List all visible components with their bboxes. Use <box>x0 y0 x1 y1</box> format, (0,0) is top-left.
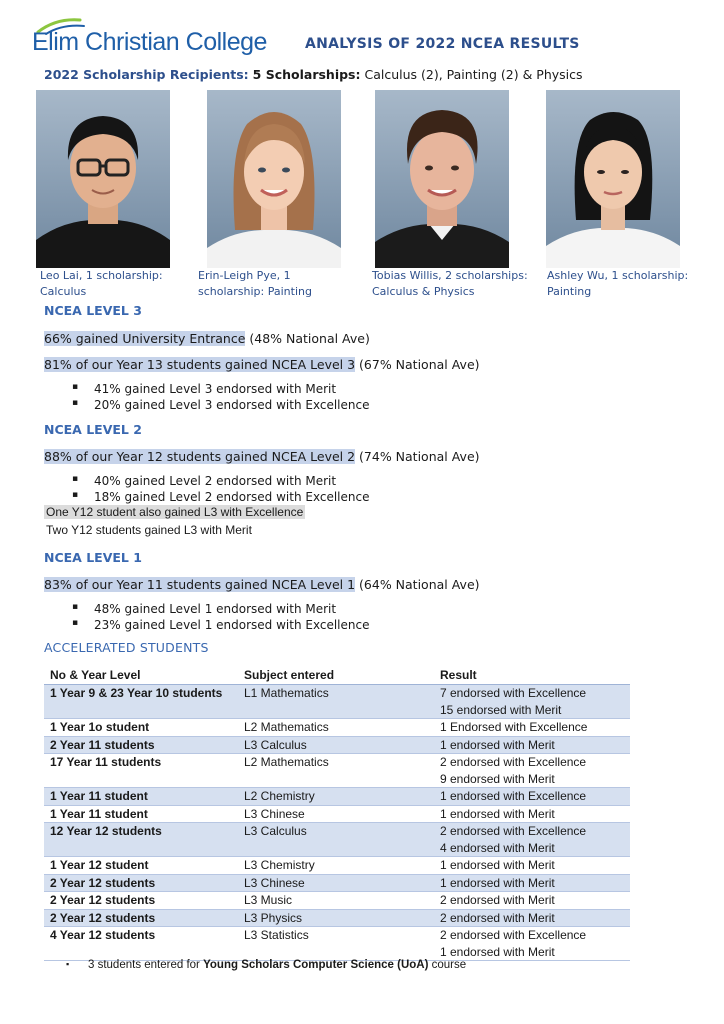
caption-line: Tobias Willis, 2 scholarships: <box>372 269 528 282</box>
level1-main-highlight: 83% of our Year 11 students gained NCEA Level 1 <box>44 577 356 592</box>
level3-ue-line <box>44 331 370 346</box>
result-line: 1 endorsed with Merit <box>440 858 555 872</box>
caption-line: Ashley Wu, 1 scholarship: <box>547 269 689 282</box>
caption-line: Erin-Leigh Pye, 1 <box>198 269 291 282</box>
footer-course: Young Scholars Computer Science (UoA) <box>203 959 429 971</box>
photo-tobias-willis <box>375 90 509 268</box>
row-level: 2 Year 11 students <box>44 736 238 754</box>
row-result <box>434 874 630 892</box>
row-subject: L2 Mathematics <box>238 719 434 737</box>
photo-ashley-wu <box>546 90 680 268</box>
table-row <box>44 805 630 823</box>
level2-note-merit: Two Y12 students gained L3 with Merit <box>46 523 252 537</box>
table-row <box>44 719 630 737</box>
table-row <box>44 736 630 754</box>
result-line: 7 endorsed with Excellence <box>440 686 587 700</box>
row-result <box>434 685 630 719</box>
caption-line: Painting <box>547 285 592 298</box>
caption-line: Calculus & Physics <box>372 285 475 298</box>
level2-main-line <box>44 449 480 464</box>
level3-ue-national: (48% National Ave) <box>245 331 370 346</box>
result-line: 9 endorsed with Merit <box>440 771 555 786</box>
row-subject: L3 Music <box>238 892 434 910</box>
row-subject: L3 Chinese <box>238 874 434 892</box>
row-level: 1 Year 9 & 23 Year 10 students <box>44 685 238 719</box>
level2-note-excellence: One Y12 student also gained L3 with Excellence <box>46 505 304 519</box>
level2-main-highlight: 88% of our Year 12 students gained NCEA Level 2 <box>44 449 356 464</box>
row-level: 2 Year 12 students <box>44 892 238 910</box>
level3-bullet-excellence: ▪ 20% gained Level 3 endorsed with Excellence <box>94 398 369 412</box>
level2-heading: NCEA LEVEL 2 <box>44 422 142 437</box>
level1-main-national: (64% National Ave) <box>355 577 480 592</box>
table-row <box>44 754 630 788</box>
caption-erin-leigh-pye <box>198 268 312 300</box>
caption-line: Calculus <box>40 285 87 298</box>
scholarship-subjects: Calculus (2), Painting (2) & Physics <box>360 67 583 82</box>
level3-bullet-merit: ▪ 41% gained Level 3 endorsed with Merit <box>94 382 336 396</box>
level2-bullet-excellence: ▪ 18% gained Level 2 endorsed with Excellence <box>94 490 369 504</box>
scholarship-summary <box>44 67 583 82</box>
scholarship-lead: 2022 Scholarship Recipients: <box>44 67 249 82</box>
level1-bullet-merit: ▪ 48% gained Level 1 endorsed with Merit <box>94 602 336 616</box>
row-subject: L3 Statistics <box>238 927 434 961</box>
row-level: 2 Year 12 students <box>44 874 238 892</box>
accelerated-heading: ACCELERATED STUDENTS <box>44 640 209 655</box>
photo-erin-leigh-pye <box>207 90 341 268</box>
row-result <box>434 823 630 857</box>
row-subject: L3 Chinese <box>238 805 434 823</box>
caption-line: Leo Lai, 1 scholarship: <box>40 269 163 282</box>
caption-leo-lai <box>40 268 163 300</box>
result-line: 15 endorsed with Merit <box>440 702 562 717</box>
level3-main-highlight: 81% of our Year 13 students gained NCEA Level 3 <box>44 357 356 372</box>
caption-line: scholarship: Painting <box>198 285 312 298</box>
column-header-result: Result <box>434 666 630 685</box>
row-result <box>434 805 630 823</box>
row-result <box>434 788 630 806</box>
table-row <box>44 909 630 927</box>
row-level: 17 Year 11 students <box>44 754 238 788</box>
row-result <box>434 857 630 875</box>
result-line: 1 Endorsed with Excellence <box>440 720 588 734</box>
level2-bullet-merit: ▪ 40% gained Level 2 endorsed with Merit <box>94 474 336 488</box>
row-level: 1 Year 11 student <box>44 788 238 806</box>
row-subject: L3 Calculus <box>238 823 434 857</box>
row-level: 2 Year 12 students <box>44 909 238 927</box>
row-subject: L3 Calculus <box>238 736 434 754</box>
row-result <box>434 927 630 961</box>
result-line: 1 endorsed with Merit <box>440 806 555 821</box>
table-row <box>44 857 630 875</box>
row-result <box>434 754 630 788</box>
result-line: 1 endorsed with Excellence <box>440 789 587 803</box>
row-subject: L2 Chemistry <box>238 788 434 806</box>
result-line: 2 endorsed with Excellence <box>440 928 587 942</box>
footer-post: course <box>428 959 467 971</box>
row-level: 12 Year 12 students <box>44 823 238 857</box>
column-header-level: No & Year Level <box>44 666 238 685</box>
table-row <box>44 892 630 910</box>
row-subject: L1 Mathematics <box>238 685 434 719</box>
result-line: 2 endorsed with Merit <box>440 910 555 925</box>
table-row <box>44 874 630 892</box>
document-title: ANALYSIS OF 2022 NCEA RESULTS <box>305 36 580 52</box>
row-subject: L2 Mathematics <box>238 754 434 788</box>
level3-main-national: (67% National Ave) <box>355 357 480 372</box>
row-result <box>434 736 630 754</box>
level3-ue-highlight: 66% gained University Entrance <box>44 331 246 346</box>
result-line: 1 endorsed with Merit <box>440 875 555 890</box>
footer-note <box>88 959 466 971</box>
caption-ashley-wu <box>547 268 688 300</box>
row-level: 1 Year 1o student <box>44 719 238 737</box>
row-result <box>434 719 630 737</box>
result-line: 2 endorsed with Excellence <box>440 824 587 838</box>
table-header-row <box>44 666 630 685</box>
footer-pre: 3 students entered for <box>88 959 204 971</box>
row-subject: L3 Physics <box>238 909 434 927</box>
row-result <box>434 892 630 910</box>
row-level: 4 Year 12 students <box>44 927 238 961</box>
row-result <box>434 909 630 927</box>
row-subject: L3 Chemistry <box>238 857 434 875</box>
level1-bullet-excellence: ▪ 23% gained Level 1 endorsed with Excellence <box>94 618 369 632</box>
result-line: 1 endorsed with Merit <box>440 737 555 752</box>
table-row <box>44 823 630 857</box>
logo-text: Elim Christian College <box>32 28 267 56</box>
level3-main-line <box>44 357 480 372</box>
accelerated-table <box>44 666 630 961</box>
level3-heading: NCEA LEVEL 3 <box>44 303 142 318</box>
table-row <box>44 685 630 719</box>
result-line: 2 endorsed with Excellence <box>440 755 587 769</box>
level1-main-line <box>44 577 480 592</box>
result-line: 4 endorsed with Merit <box>440 840 555 855</box>
scholarship-count: 5 Scholarships: <box>252 67 361 82</box>
page-header <box>28 14 708 64</box>
result-line: 1 endorsed with Merit <box>440 944 555 959</box>
column-header-subject: Subject entered <box>238 666 434 685</box>
table-row <box>44 788 630 806</box>
row-level: 1 Year 11 student <box>44 805 238 823</box>
level1-heading: NCEA LEVEL 1 <box>44 550 142 565</box>
photo-leo-lai <box>36 90 170 268</box>
table-row <box>44 927 630 961</box>
level2-main-national: (74% National Ave) <box>355 449 480 464</box>
result-line: 2 endorsed with Merit <box>440 893 555 907</box>
caption-tobias-willis <box>372 268 528 300</box>
college-logo <box>28 14 267 62</box>
row-level: 1 Year 12 student <box>44 857 238 875</box>
